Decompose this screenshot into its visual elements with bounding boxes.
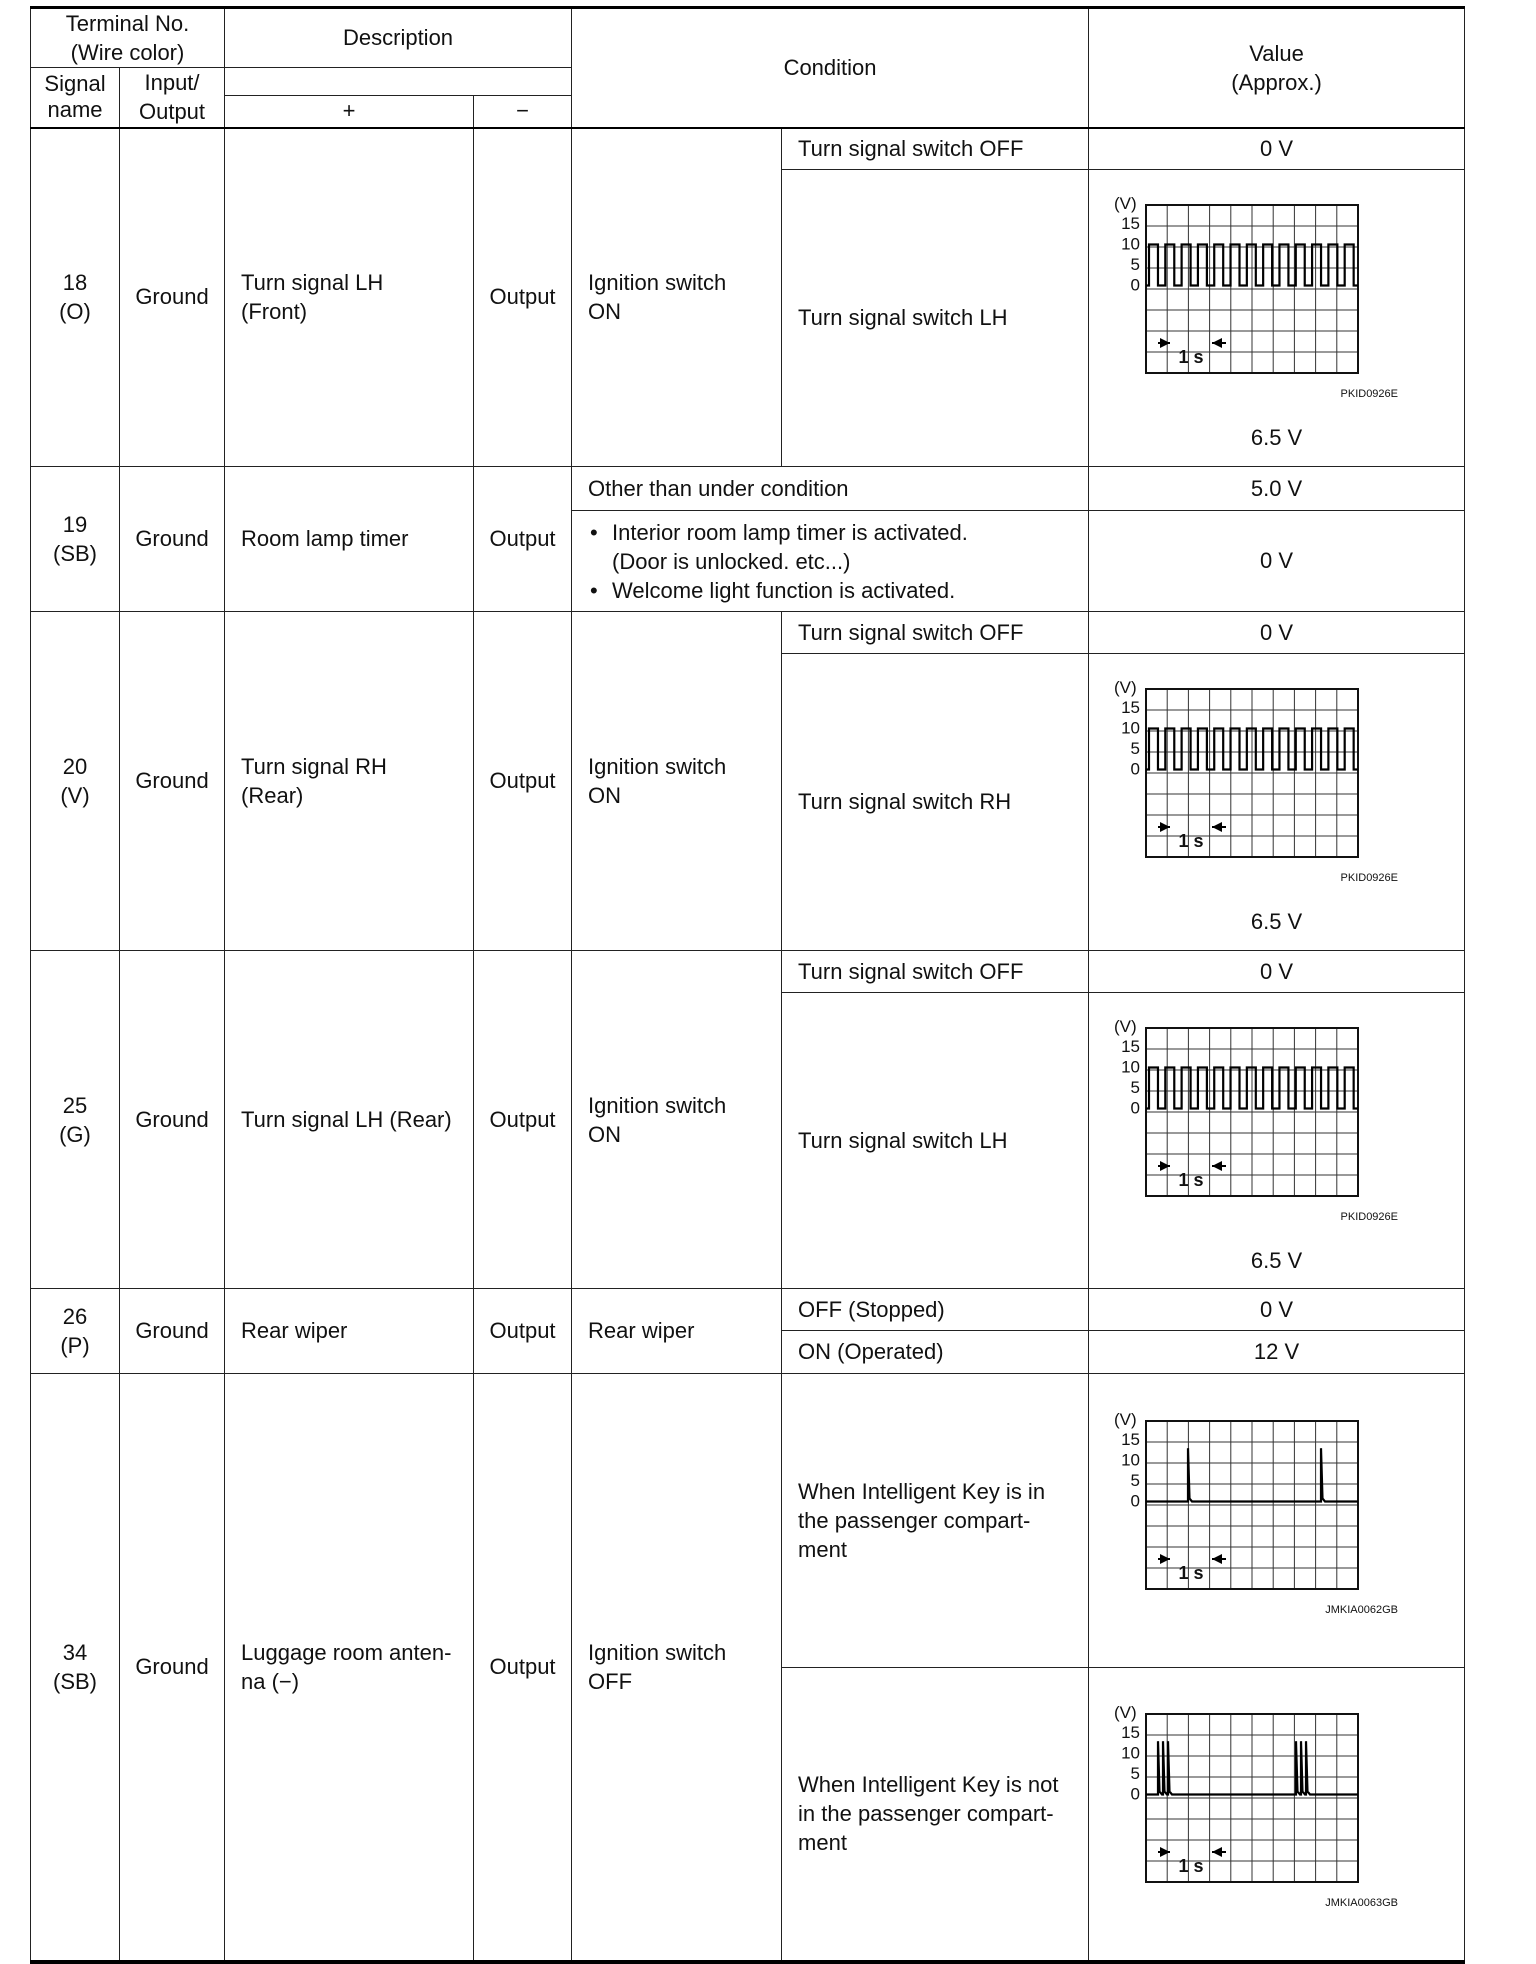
sub-condition-cell: Turn signal switch OFF <box>782 612 1089 654</box>
y-unit-label: (V) <box>1113 1702 1137 1722</box>
signal-name-cell: Room lamp timer <box>225 467 474 612</box>
signal-name-cell: Turn signal LH (Rear) <box>225 951 474 1289</box>
pulse-waveform-chart <box>1112 185 1442 425</box>
header-terminal-no: Terminal No. (Wire color) <box>31 8 225 68</box>
ground-cell: Ground <box>120 467 225 612</box>
ground-cell: Ground <box>120 128 225 467</box>
table-row <box>31 1374 1465 1668</box>
io-cell: Output <box>474 1374 572 1962</box>
pulse-waveform-chart <box>1112 1008 1442 1248</box>
condition-cell: Ignition switch ON <box>572 612 782 951</box>
header-condition: Condition <box>572 8 1089 128</box>
io-cell: Output <box>474 612 572 951</box>
condition-bullet-list <box>588 518 1080 605</box>
header-signal-name: Signal name <box>31 68 120 128</box>
sub-condition-cell: ON (Operated) <box>782 1331 1089 1374</box>
header-description: Description <box>225 8 572 68</box>
condition-cell: Rear wiper <box>572 1289 782 1374</box>
y-tick-label: 0 <box>1130 275 1140 295</box>
terminal-cell: 18 (O) <box>31 128 120 467</box>
y-tick-label: 0 <box>1130 1491 1140 1510</box>
terminal-cell: 19 (SB) <box>31 467 120 612</box>
waveform-cell <box>1089 654 1465 951</box>
arrow-head-icon <box>1160 1161 1170 1171</box>
time-scale-label: 1 s <box>1178 1169 1204 1190</box>
sub-condition-cell: OFF (Stopped) <box>782 1289 1089 1331</box>
y-tick-label: 0 <box>1130 759 1140 779</box>
y-unit-label: (V) <box>1113 1016 1137 1036</box>
arrow-head-icon <box>1212 1847 1222 1857</box>
header-input-output: Input/ Output <box>120 68 225 128</box>
bullet-item: • Welcome light function is activated. <box>588 576 1080 605</box>
y-tick-label: 15 <box>1120 1036 1140 1056</box>
y-tick-label: 10 <box>1120 718 1140 738</box>
signal-name-cell: Luggage room anten- na (−) <box>225 1374 474 1962</box>
terminal-spec-table <box>30 6 1465 1964</box>
terminal-cell: 25 (G) <box>31 951 120 1289</box>
condition-cell: Ignition switch OFF <box>572 1374 782 1962</box>
arrow-head-icon <box>1212 822 1222 832</box>
table-row <box>31 612 1465 654</box>
value-cell: 6.5 V <box>1250 909 1303 934</box>
terminal-cell: 26 (P) <box>31 1289 120 1374</box>
y-tick-label: 0 <box>1130 1784 1140 1804</box>
y-tick-label: 5 <box>1130 739 1140 758</box>
signal-name-cell: Turn signal LH (Front) <box>225 128 474 467</box>
time-scale-label: 1 s <box>1178 1562 1204 1583</box>
arrow-head-icon <box>1160 1847 1170 1857</box>
value-cell: 5.0 V <box>1089 467 1465 511</box>
burst-spike-waveform-chart <box>1112 1694 1442 1934</box>
header-plus: + <box>225 96 474 128</box>
arrow-head-icon <box>1160 822 1170 832</box>
arrow-head-icon <box>1212 1161 1222 1171</box>
figure-code-label: PKID0926E <box>1340 388 1398 400</box>
arrow-head-icon <box>1212 1554 1222 1564</box>
y-tick-label: 10 <box>1120 1057 1140 1076</box>
waveform-cell <box>1089 170 1465 467</box>
y-tick-label: 10 <box>1120 234 1140 254</box>
time-scale-label: 1 s <box>1178 1855 1204 1876</box>
sub-condition-cell: Turn signal switch RH <box>782 654 1089 951</box>
ground-cell: Ground <box>120 612 225 951</box>
table-row <box>31 951 1465 993</box>
arrow-head-icon <box>1160 338 1170 348</box>
value-cell: 0 V <box>1089 128 1465 170</box>
waveform-cell <box>1089 1668 1465 1962</box>
value-cell: 0 V <box>1089 951 1465 993</box>
signal-name-cell: Rear wiper <box>225 1289 474 1374</box>
io-cell: Output <box>474 467 572 612</box>
y-unit-label: (V) <box>1113 194 1137 213</box>
y-tick-label: 5 <box>1130 255 1140 274</box>
y-tick-label: 15 <box>1120 698 1140 717</box>
sub-condition-cell <box>572 511 1089 612</box>
sub-condition-cell: When Intelligent Key is in the passenger compart- ment <box>782 1374 1089 1668</box>
value-cell: 0 V <box>1089 612 1465 654</box>
value-cell: 12 V <box>1089 1331 1465 1374</box>
figure-code-label: PKID0926E <box>1340 872 1398 884</box>
y-tick-label: 15 <box>1120 214 1140 233</box>
ground-cell: Ground <box>120 1374 225 1962</box>
y-tick-label: 15 <box>1120 1722 1140 1742</box>
sub-condition-cell: Turn signal switch LH <box>782 170 1089 467</box>
figure-code-label: PKID0926E <box>1340 1210 1398 1223</box>
condition-cell: Ignition switch ON <box>572 128 782 467</box>
waveform-cell <box>1089 1374 1465 1668</box>
y-tick-label: 15 <box>1120 1429 1140 1449</box>
io-cell: Output <box>474 951 572 1289</box>
table-row <box>31 128 1465 170</box>
io-cell: Output <box>474 128 572 467</box>
signal-name-cell: Turn signal RH (Rear) <box>225 612 474 951</box>
waveform-cell <box>1089 993 1465 1289</box>
arrow-head-icon <box>1212 338 1222 348</box>
time-scale-label: 1 s <box>1178 347 1204 367</box>
terminal-cell: 34 (SB) <box>31 1374 120 1962</box>
arrow-head-icon <box>1160 1554 1170 1564</box>
header-minus: − <box>474 96 572 128</box>
table-row <box>31 467 1465 511</box>
y-unit-label: (V) <box>1113 1409 1137 1429</box>
time-scale-label: 1 s <box>1178 831 1204 851</box>
y-tick-label: 10 <box>1120 1743 1140 1763</box>
single-spike-waveform-chart <box>1112 1401 1442 1641</box>
y-tick-label: 5 <box>1130 1077 1140 1097</box>
value-cell: 0 V <box>1089 511 1465 612</box>
figure-code-label: JMKIA0062GB <box>1324 1603 1398 1616</box>
sub-condition-cell: Turn signal switch OFF <box>782 128 1089 170</box>
sub-condition-cell: Turn signal switch LH <box>782 993 1089 1289</box>
figure-code-label: JMKIA0063GB <box>1324 1896 1398 1909</box>
header-value: Value (Approx.) <box>1089 8 1465 128</box>
sub-condition-cell: Turn signal switch OFF <box>782 951 1089 993</box>
sub-condition-cell: Other than under condition <box>572 467 1089 511</box>
table-row <box>31 1289 1465 1331</box>
bullet-item: • Interior room lamp timer is activated. (Door is unlocked. etc...) <box>588 518 1080 576</box>
y-tick-label: 10 <box>1120 1450 1140 1469</box>
y-tick-label: 5 <box>1130 1763 1140 1783</box>
value-cell: 6.5 V <box>1250 1247 1303 1273</box>
value-cell: 0 V <box>1089 1289 1465 1331</box>
condition-cell: Ignition switch ON <box>572 951 782 1289</box>
y-tick-label: 5 <box>1130 1470 1140 1490</box>
terminal-cell: 20 (V) <box>31 612 120 951</box>
ground-cell: Ground <box>120 1289 225 1374</box>
sub-condition-cell: When Intelligent Key is not in the passenger compart- ment <box>782 1668 1089 1962</box>
value-cell: 6.5 V <box>1250 425 1303 450</box>
io-cell: Output <box>474 1289 572 1374</box>
y-tick-label: 0 <box>1130 1098 1140 1117</box>
pulse-waveform-chart <box>1112 669 1442 909</box>
ground-cell: Ground <box>120 951 225 1289</box>
y-unit-label: (V) <box>1113 678 1137 697</box>
